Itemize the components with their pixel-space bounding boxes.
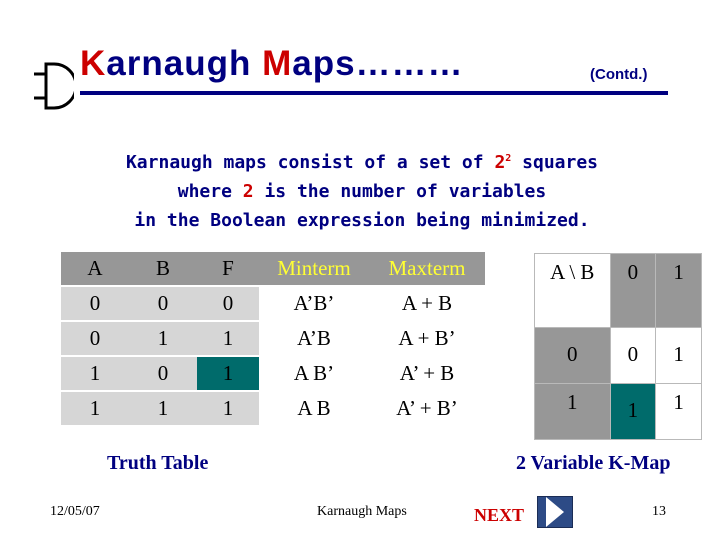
table-cell: 1	[197, 321, 259, 356]
kmap-row-header: 1	[535, 384, 611, 440]
table-cell: 1	[61, 356, 129, 391]
header-cell-minterm: Minterm	[259, 252, 369, 286]
kmap-cell: 1	[656, 328, 702, 384]
table-row	[61, 356, 485, 391]
table-cell: 1	[129, 391, 197, 426]
title-underline	[80, 91, 668, 95]
table-cell: A’B’	[259, 286, 369, 321]
header-cell-maxterm: Maxterm	[369, 252, 485, 286]
table-cell: A B	[259, 391, 369, 426]
next-button[interactable]	[537, 496, 573, 528]
kmap-corner: A \ B	[535, 254, 611, 328]
intro-line-3: in the Boolean expression being minimized.	[134, 210, 590, 231]
table-cell: A’B	[259, 321, 369, 356]
footer-title: Karnaugh Maps	[317, 504, 407, 519]
table-cell: 1	[61, 391, 129, 426]
header-cell-f: F	[197, 252, 259, 286]
table-cell: 0	[197, 286, 259, 321]
play-arrow-icon	[538, 497, 572, 527]
kmap-row-header: 0	[535, 328, 611, 384]
footer-date: 12/05/07	[50, 504, 100, 519]
table-row	[61, 391, 485, 426]
truth-table	[61, 252, 485, 427]
table-cell: 0	[61, 321, 129, 356]
kmap-header-row	[535, 254, 702, 328]
table-cell: A + B	[369, 286, 485, 321]
table-cell: A + B’	[369, 321, 485, 356]
table-cell: A’ + B	[369, 356, 485, 391]
kmap-cell: 1	[656, 384, 702, 440]
and-gate-icon	[34, 62, 74, 112]
table-cell: 0	[61, 286, 129, 321]
kmap-col-header: 0	[610, 254, 656, 328]
table-cell: A B’	[259, 356, 369, 391]
intro-line-2: where 2 is the number of variables	[177, 181, 547, 202]
contd-label: (Contd.)	[590, 66, 648, 83]
truth-table-label: Truth Table	[107, 452, 209, 474]
header-cell-a: A	[61, 252, 129, 286]
kmap-row	[535, 328, 702, 384]
intro-text	[60, 144, 664, 235]
header-cell-b: B	[129, 252, 197, 286]
kmap-label: 2 Variable K-Map	[516, 452, 671, 474]
title-rest: aps………	[292, 44, 464, 83]
kmap-col-header: 1	[656, 254, 702, 328]
kmap-highlighted-cell: 1	[610, 384, 656, 440]
title-arnaugh: arnaugh	[106, 44, 263, 83]
page-number: 13	[652, 504, 666, 519]
table-cell: 1	[197, 391, 259, 426]
next-label[interactable]: NEXT	[474, 505, 525, 525]
table-row	[61, 321, 485, 356]
highlighted-cell: 1	[197, 356, 259, 391]
kmap-cell: 0	[610, 328, 656, 384]
truth-table-header	[61, 252, 485, 286]
intro-line-1: Karnaugh maps consist of a set of $2^2$ squares	[125, 152, 599, 173]
table-cell: 0	[129, 356, 197, 391]
page-title	[80, 44, 464, 84]
table-cell: 1	[129, 321, 197, 356]
table-cell: 0	[129, 286, 197, 321]
title-k: K	[80, 44, 107, 83]
table-row	[61, 286, 485, 321]
kmap-row	[535, 384, 702, 440]
kmap-grid	[534, 253, 702, 440]
title-m: M	[262, 44, 293, 83]
table-cell: A’ + B’	[369, 391, 485, 426]
